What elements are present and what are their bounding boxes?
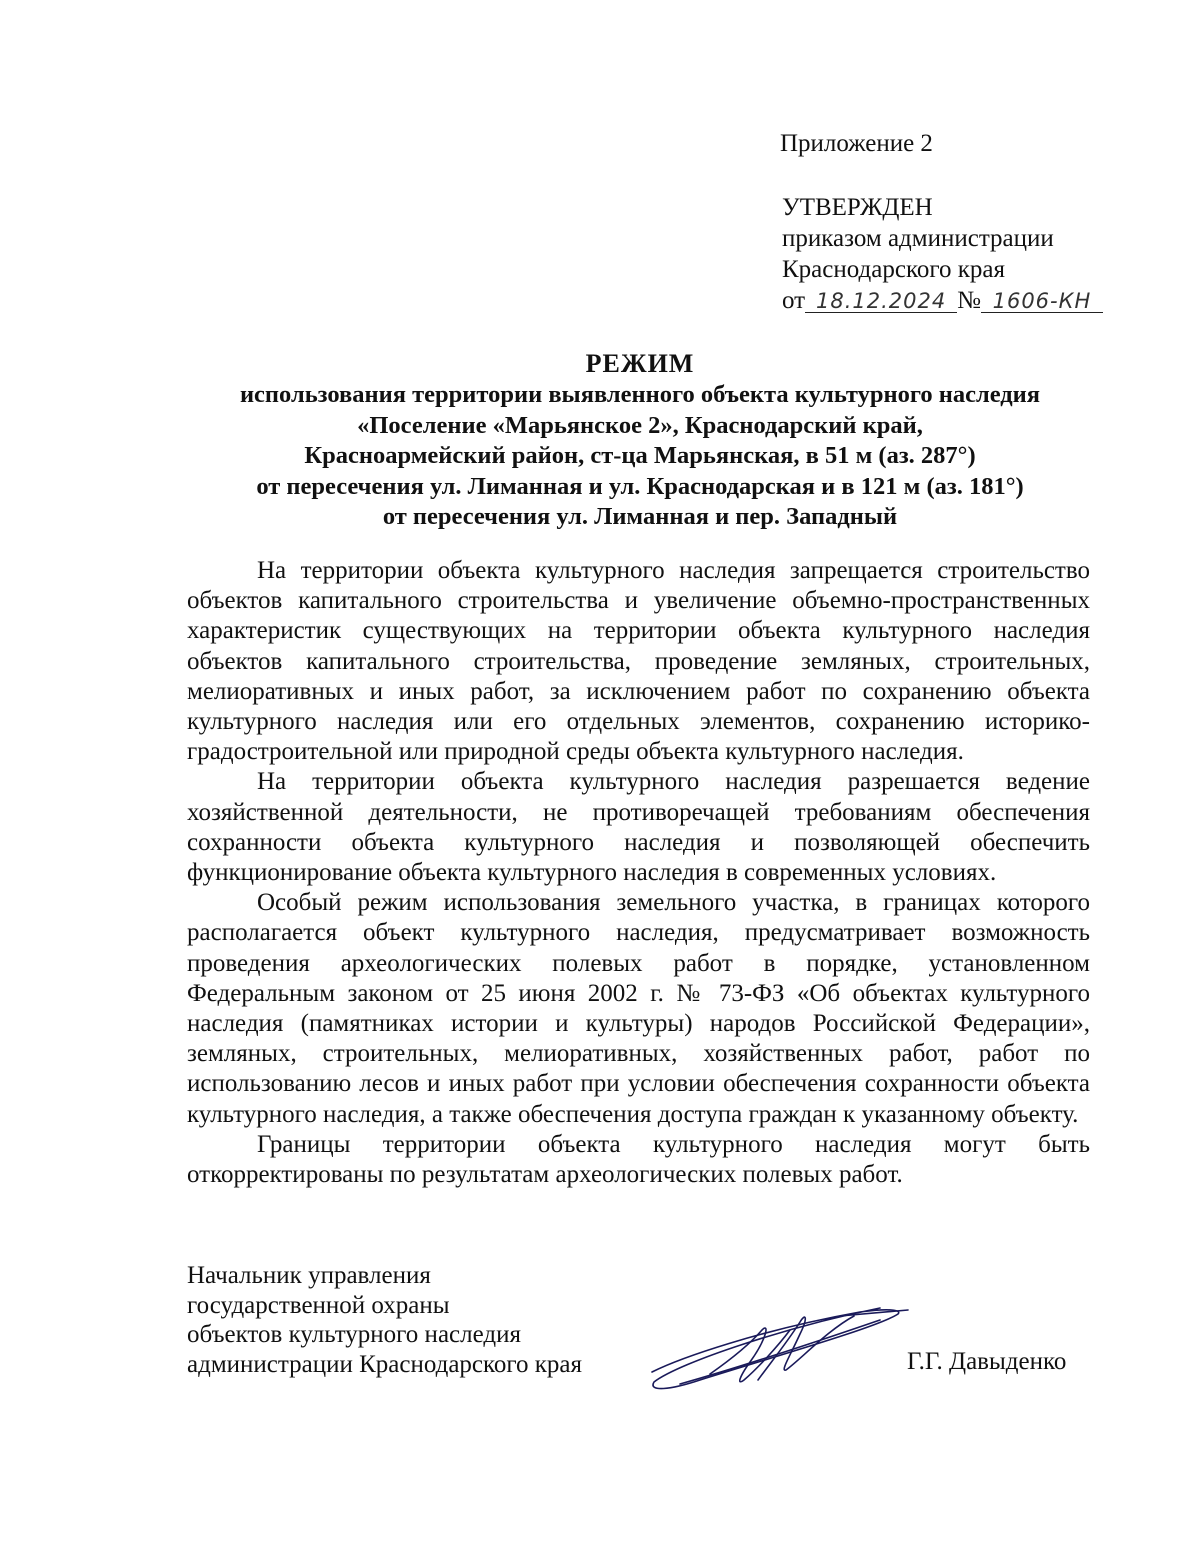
handwritten-number: 1606-КН bbox=[981, 290, 1103, 313]
document-title bbox=[150, 348, 1130, 533]
signer-name: Г.Г. Давыденко bbox=[907, 1348, 1067, 1375]
position-line: объектов культурного наследия bbox=[187, 1321, 521, 1348]
signer-position bbox=[187, 1261, 582, 1379]
title-line: «Поселение «Марьянское 2», Краснодарский край, bbox=[357, 411, 923, 439]
approval-status: УТВЕРЖДЕН bbox=[782, 194, 933, 221]
appendix-label: Приложение 2 bbox=[780, 130, 933, 157]
approval-line-2: Краснодарского края bbox=[782, 256, 1005, 283]
approval-line-1: приказом администрации bbox=[782, 225, 1054, 252]
body-paragraph: Границы территории объекта культурного наследия могут быть откорректированы по результатам археологических полевых работ. bbox=[187, 1130, 1090, 1189]
date-prefix: от bbox=[782, 287, 806, 314]
position-line: Начальник управления bbox=[187, 1262, 431, 1289]
approval-stamp bbox=[782, 192, 1162, 316]
document-body bbox=[187, 556, 1090, 1190]
body-paragraph: На территории объекта культурного наследия разрешается ведение хозяйственной деятельности, не противоречащей требованиям обеспечения сохранности объекта культурного наследия и позволяющей обеспечить функционирование объекта культурного наследия в современных условиях. bbox=[187, 768, 1090, 887]
title-line: от пересечения ул. Лиманная и пер. Западный bbox=[382, 503, 898, 530]
position-line: государственной охраны bbox=[187, 1291, 450, 1319]
title-line: от пересечения ул. Лиманная и ул. Краснодарская и в 121 м (аз. 181°) bbox=[256, 472, 1024, 500]
handwritten-date: 18.12.2024 bbox=[805, 290, 957, 313]
position-line: администрации Краснодарского края bbox=[187, 1350, 583, 1378]
number-prefix: № bbox=[957, 287, 981, 314]
title-line: Красноармейский район, ст-ца Марьянская, в 51 м (аз. 287°) bbox=[304, 442, 976, 469]
title-main: РЕЖИМ bbox=[585, 349, 695, 378]
body-paragraph: На территории объекта культурного наследия запрещается строительство объектов капитального строительства и увеличение объемно-пространственных характеристик существующих на территории объекта культурного наследия объектов капитального строительства, проведение земляных, строительных, мелиоративных и иных работ, за исключением работ по сохранению объекта культурного наследия или его отдельных элементов, сохранению историко-градостроительной или природной среды объекта культурного наследия. bbox=[187, 557, 1090, 766]
approval-date-line bbox=[782, 285, 1162, 316]
title-line: использования территории выявленного объекта культурного наследия bbox=[239, 381, 1041, 408]
body-paragraph: Особый режим использования земельного участка, в границах которого располагается объект культурного наследия, предусматривает возможность проведения археологических полевых работ в порядке, установленном Федеральным законом от 25 июня 2002 г. № 73-ФЗ «Об объектах культурного наследия (памятниках истории и культуры) народов Российской Федерации», земляных, строительных, мелиоративных, хозяйственных работ, работ по использованию лесов и иных работ при условии обеспечения сохранности объекта культурного наследия, а также обеспечения доступа граждан к указанному объекту. bbox=[187, 889, 1090, 1128]
handwritten-signature bbox=[640, 1300, 910, 1410]
